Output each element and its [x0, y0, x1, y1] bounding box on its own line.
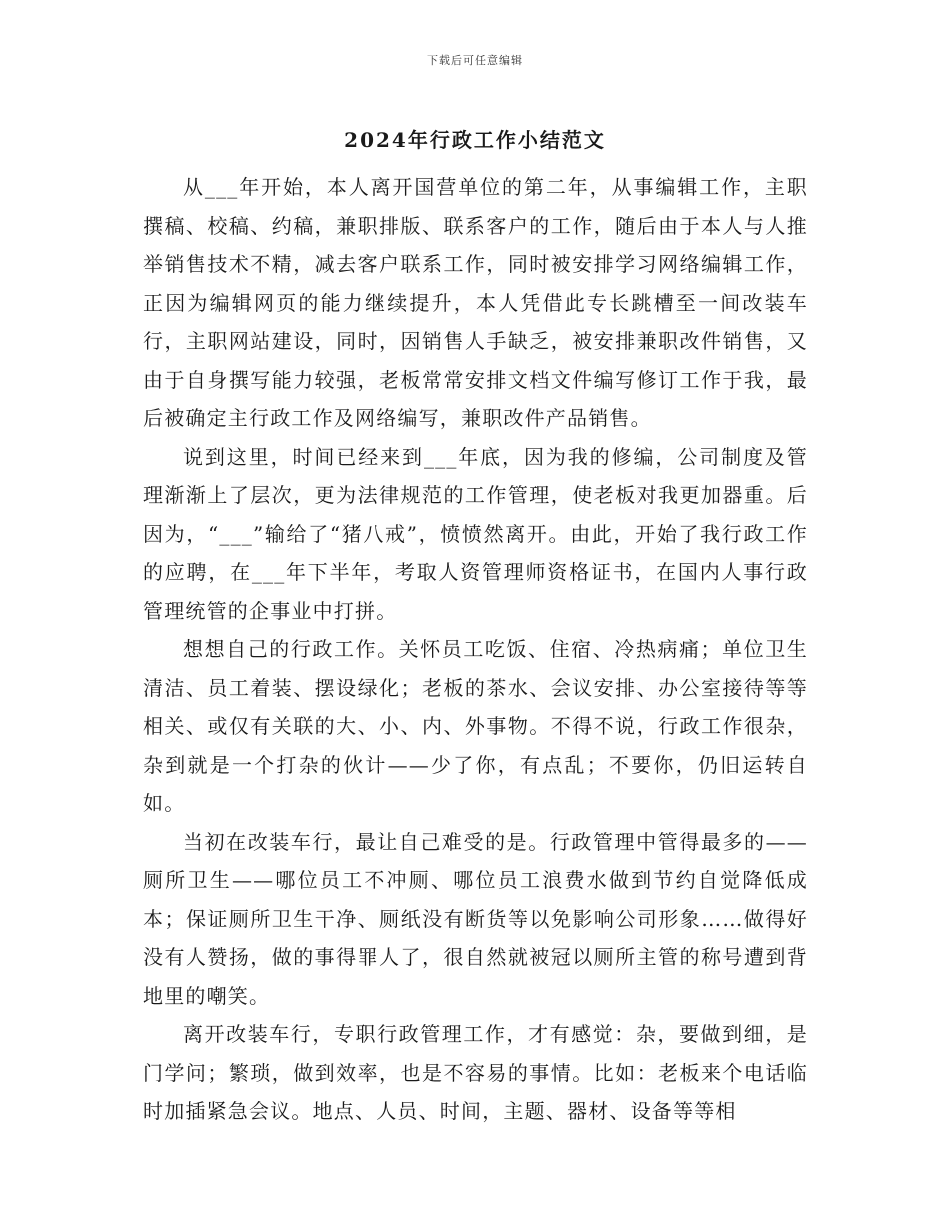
document-title: 2024年行政工作小结范文: [344, 128, 606, 152]
paragraph-1: 从___年开始，本人离开国营单位的第二年，从事编辑工作，主职撰稿、校稿、约稿，兼职排版、联系客户的工作，随后由于本人与人推举销售技术不精，减去客户联系工作，同时被安排学习网络编辑工作，正因为编辑网页的能力继续提升，本人凭借此专长跳槽至一间改装车行，主职网站建设，同时，因销售人手缺乏，被安排兼职改件销售，又由于自身撰写能力较强，老板常常安排文档文件编写修订工作于我，最后被确定主行政工作及网络编写，兼职改件产品销售。: [143, 175, 808, 430]
document-body: [143, 168, 808, 1131]
header-note: 下载后可任意编辑: [427, 54, 523, 67]
paragraph-4: 当初在改装车行，最让自己难受的是。行政管理中管得最多的——厕所卫生——哪位员工不冲厕、哪位员工浪费水做到节约自觉降低成本；保证厕所卫生干净、厕纸没有断货等以免影响公司形象……做得好没有人赞扬，做的事得罪人了，很自然就被冠以厕所主管的称号遭到背地里的嘲笑。: [143, 829, 808, 1008]
paragraph-3: 想想自己的行政工作。关怀员工吃饭、住宿、冷热病痛；单位卫生清洁、员工着装、摆设绿化；老板的茶水、会议安排、办公室接待等等相关、或仅有关联的大、小、内、外事物。不得不说，行政工作很杂，杂到就是一个打杂的伙计——少了你，有点乱；不要你，仍旧运转自如。: [143, 637, 808, 815]
paragraph-5: 离开改装车行，专职行政管理工作，才有感觉：杂，要做到细，是门学问；繁琐，做到效率，也是不容易的事情。比如：老板来个电话临时加插紧急会议。地点、人员、时间，主题、器材、设备等等相: [143, 1022, 808, 1123]
paragraph-2: 说到这里，时间已经来到___年底，因为我的修编，公司制度及管理渐渐上了层次，更为法律规范的工作管理，使老板对我更加器重。后因为，“___”输给了“猪八戒”，愤愤然离开。由此，开始了我行政工作的应聘，在___年下半年，考取人资管理师资格证书，在国内人事行政管理统管的企事业中打拼。: [143, 444, 808, 623]
